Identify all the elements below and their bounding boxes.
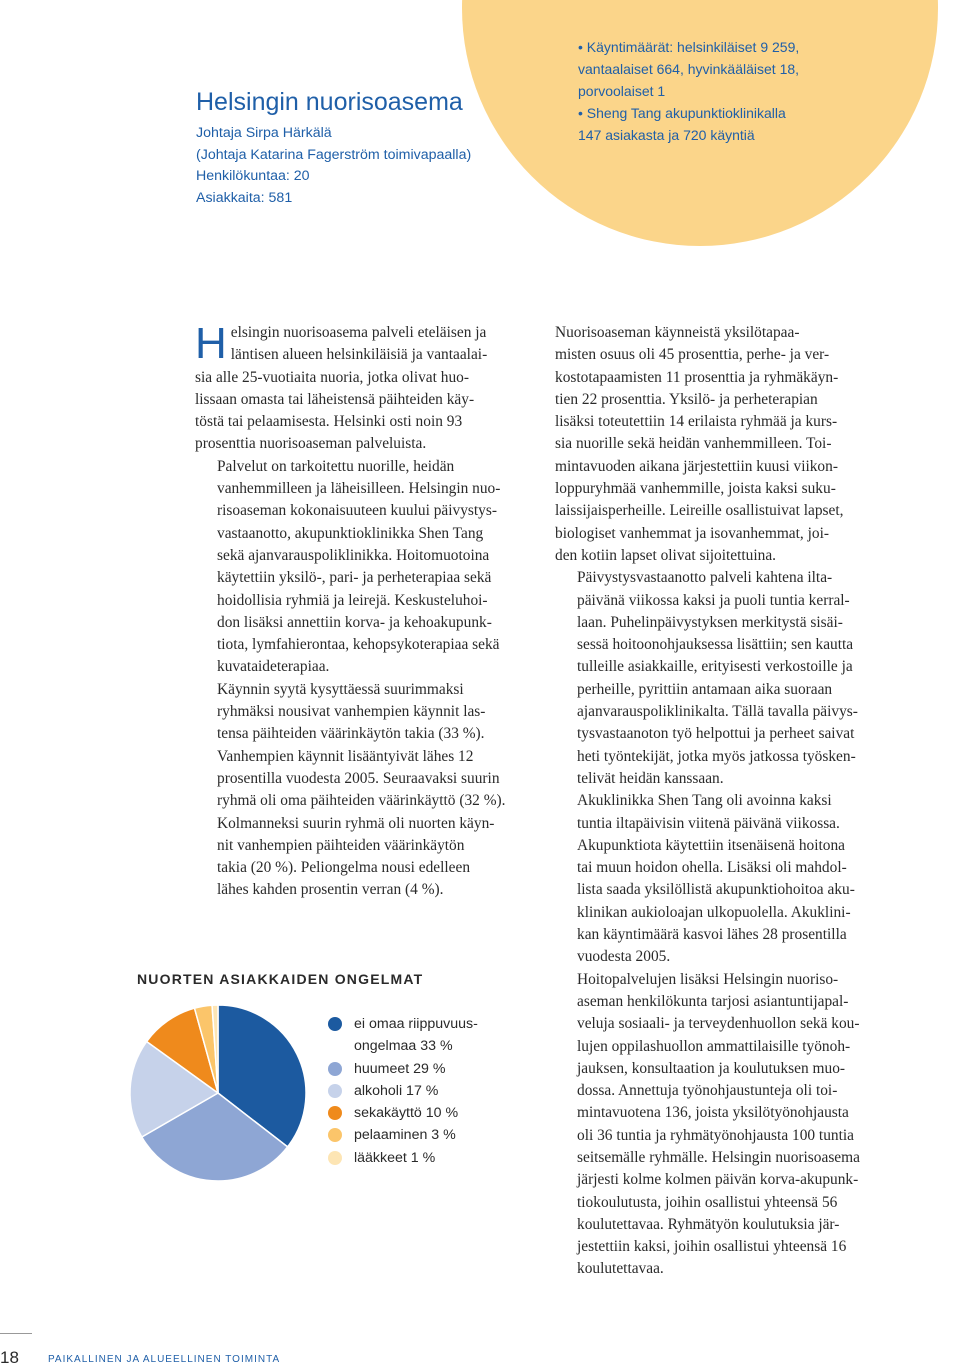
text-line: sia alle 25-vuotiaita nuoria, jotka olivat huo- xyxy=(195,368,469,386)
text-line: nit vanhempien päihteiden väärinkäytön xyxy=(217,836,465,854)
text-line: tuntia iltapäivisin viitenä päivänä viikossa. xyxy=(577,814,840,832)
legend-swatch xyxy=(328,1106,342,1120)
page-number: 18 xyxy=(0,1348,19,1367)
text-line: tai muun hoidon ohella. Lisäksi oli mahdol- xyxy=(577,859,847,877)
text-line: Päivystysvastaanotto palveli kahtena ilta- xyxy=(577,569,833,587)
text-line: Akupunktiota käytettiin itsenäisenä hoitona xyxy=(577,836,845,854)
highlight-line: 147 asiakasta ja 720 käyntiä xyxy=(578,127,755,143)
legend-label: alkoholi 17 % xyxy=(354,1082,439,1099)
text-line: töstä tai pelaamisesta. Helsinki osti noin 93 xyxy=(195,413,463,431)
body-paragraph xyxy=(195,319,531,456)
text-line: Hoitopalvelujen lisäksi Helsingin nuoriso- xyxy=(577,970,839,988)
text-line: kostotapaamisten 11 prosenttia ja ryhmäkäyn- xyxy=(555,368,839,386)
text-line: sessä hoitoonohjauksessa lisättiin; sen kautta xyxy=(577,636,854,654)
text-line: don lisäksi annettiin korva- ja kehoakupunk- xyxy=(217,613,492,631)
chart-legend xyxy=(328,1013,478,1169)
text-line: Palvelut on tarkoitettu nuorille, heidän xyxy=(217,457,455,475)
text-line: kuvataideterapiaa. xyxy=(217,658,330,676)
text-line: lista saada yksilöllistä akupunktiohoitoa aku- xyxy=(577,881,855,899)
text-line: lähes kahden prosentin verran (4 %). xyxy=(217,881,444,899)
highlight-line: vantaalaiset 664, hyvinkääläiset 18, xyxy=(578,61,800,77)
text-line: tiota, lymfahierontaa, kehopsykoterapiaa sekä xyxy=(217,636,500,654)
legend-label: sekakäyttö 10 % xyxy=(354,1105,459,1122)
legend-label: ei omaa riippuvuus- xyxy=(354,1016,478,1032)
text-line: takia (20 %). Peliongelma nousi edelleen xyxy=(217,859,471,877)
text-line: vuodesta 2005. xyxy=(577,948,671,966)
text-line: päivänä viikossa kaksi ja puoli tuntia kerral- xyxy=(577,591,850,609)
text-line: klinikan aukioloajan ulkopuolella. Akuklini- xyxy=(577,903,851,921)
text-line: dossa. Annettuja työnohjaustunteja oli toi- xyxy=(577,1082,838,1100)
text-line: ajanvarauspoliklinikalta. Tällä tavalla päivys- xyxy=(577,703,858,721)
body-paragraph xyxy=(555,567,891,790)
text-line: prosenttia nuorisoaseman palveluista. xyxy=(195,435,427,453)
legend-label: ongelmaa 33 % xyxy=(354,1038,453,1055)
text-line: vanhemmilleen ja läheisilleen. Helsingin nuo- xyxy=(217,480,501,498)
text-line: ryhmä oli oma päihteiden väärinkäyttö (32 %). xyxy=(217,792,506,810)
text-line: telivät heidän kanssaan. xyxy=(577,769,724,787)
legend-swatch xyxy=(328,1062,342,1076)
text-line: heti työntekijät, jotka myös jatkossa työsken- xyxy=(577,747,856,765)
legend-item-no-addiction xyxy=(328,1013,478,1058)
legend-swatch xyxy=(328,1128,342,1142)
drop-cap: H xyxy=(195,319,227,368)
acting-director-line: (Johtaja Katarina Fagerström toimivapaalla) xyxy=(196,146,472,163)
body-paragraph xyxy=(555,790,891,968)
text-line: perheille, pyrittiin antamaan aika suoraan xyxy=(577,680,833,698)
text-line: mintavuotena 136, joista yksilötyönohjausta xyxy=(577,1104,849,1122)
body-column-left xyxy=(195,319,531,902)
text-line: jauksen, konsultaation ja koulutuksen muo- xyxy=(577,1059,846,1077)
text-line: den kotiin lapset olivat sijoitettuina. xyxy=(555,546,776,564)
text-line: ryhmäksi nousivat vanhempien käynnit las- xyxy=(217,703,486,721)
legend-item-mixed-use xyxy=(328,1102,478,1124)
header-info xyxy=(196,88,471,209)
body-paragraph xyxy=(195,679,531,902)
text-line: koulutettavaa. xyxy=(577,1260,664,1278)
legend-item-drugs xyxy=(328,1058,478,1080)
text-line: hoidollisia ryhmiä ja leirejä. Keskusteluhoi- xyxy=(217,591,488,609)
page-title: Helsingin nuorisoasema xyxy=(196,88,463,116)
highlight-acupuncture xyxy=(578,102,878,146)
text-line: tysvastaanoton työ helpottui ja perheet saivat xyxy=(577,725,855,743)
text-line: Kolmanneksi suurin ryhmä oli nuorten käyn- xyxy=(217,814,495,832)
footer-divider xyxy=(0,1333,32,1334)
text-line: sia nuorille sekä heidän vanhemmilleen. Toi- xyxy=(555,435,832,453)
chart-title: NUORTEN ASIAKKAIDEN ONGELMAT xyxy=(137,971,424,987)
body-paragraph xyxy=(195,456,531,679)
text-line: lisäksi toteutettiin 14 erilaista ryhmää ja kurs- xyxy=(555,413,838,431)
text-line: loppuryhmää vanhemmille, joista kaksi suku- xyxy=(555,480,836,498)
text-line: käytettiin yksilö-, pari- ja perheterapiaa sekä xyxy=(217,569,492,587)
highlights-box xyxy=(578,36,878,146)
staff-count-line: Henkilökuntaa: 20 xyxy=(196,168,310,184)
highlight-line: porvoolaiset 1 xyxy=(578,83,666,99)
text-line: laan. Puhelinpäivystyksen merkitystä sisäi- xyxy=(577,613,843,631)
text-line: Nuorisoaseman käynneistä yksilötapaa- xyxy=(555,324,800,341)
legend-swatch xyxy=(328,1084,342,1098)
highlight-line: • Käyntimäärät: helsinkiläiset 9 259, xyxy=(578,39,800,55)
legend-swatch xyxy=(328,1017,342,1031)
text-line: koulutettavaa. Ryhmätyön koulutuksia jär- xyxy=(577,1215,840,1233)
text-line: risoaseman kokonaisuuteen kuului päivystys- xyxy=(217,502,497,520)
director-line: Johtaja Sirpa Härkälä xyxy=(196,125,332,141)
legend-label: pelaaminen 3 % xyxy=(354,1127,456,1144)
text-line: lujen oppilashuollon ammattilaisille työnoh- xyxy=(577,1037,851,1055)
text-line: prosentilla vuodesta 2005. Seuraavaksi suurin xyxy=(217,769,500,787)
text-line: Käynnin syytä kysyttäessä suurimmaksi xyxy=(217,680,464,698)
text-line: laissijaisperheille. Leireille osallistuivat lapset, xyxy=(555,502,844,520)
client-count-line: Asiakkaita: 581 xyxy=(196,189,293,206)
body-column-right xyxy=(555,322,891,1281)
text-line: aseman henkilökunta tarjosi asiantuntijapal- xyxy=(577,992,849,1010)
text-line: misten osuus oli 45 prosenttia, perhe- ja ver- xyxy=(555,346,830,364)
header-details xyxy=(196,123,471,209)
legend-item-gambling xyxy=(328,1124,478,1146)
highlight-visits xyxy=(578,36,878,102)
text-line: tiokoulutusta, joihin osallistui yhteensä 56 xyxy=(577,1193,838,1211)
text-line: läntisen alueen helsinkiläisiä ja vantaalai- xyxy=(230,346,488,364)
text-line: seitsemälle ryhmälle. Helsingin nuorisoasema xyxy=(577,1148,860,1166)
text-line: elsingin nuorisoasema palveli eteläisen ja xyxy=(230,324,487,341)
text-line: mintavuoden aikana järjestettiin kuusi viikon- xyxy=(555,457,838,475)
text-line: vastaanotto, akupunktioklinikka Shen Tang xyxy=(217,524,484,542)
text-line: jestettiin kaksi, joihin osallistui yhteensä 16 xyxy=(577,1238,847,1256)
text-line: tien 22 prosenttia. Yksilö- ja perheterapian xyxy=(555,390,818,408)
text-line: tensa päihteiden väärinkäytön takia (33 %). xyxy=(217,725,485,743)
problems-pie-chart xyxy=(128,1003,308,1183)
text-line: Akuklinikka Shen Tang oli avoinna kaksi xyxy=(577,792,832,810)
legend-label: huumeet 29 % xyxy=(354,1060,446,1077)
text-line: veluja sosiaali- ja terveydenhuollon sekä kou- xyxy=(577,1015,860,1033)
text-line: tulleille asiakkaille, erityisesti verkostoille ja xyxy=(577,658,853,676)
text-line: Vanhempien käynnit lisääntyivät lähes 12 xyxy=(217,747,474,765)
text-line: biologiset vanhemmat ja isovanhemmat, joi- xyxy=(555,524,829,542)
legend-item-medicines xyxy=(328,1147,478,1169)
text-line: kan käyntimäärä kasvoi lähes 28 prosentilla xyxy=(577,926,847,944)
text-line: sekä ajanvarauspoliklinikka. Hoitomuotoina xyxy=(217,546,490,564)
body-paragraph xyxy=(555,322,891,567)
footer-section-title: PAIKALLINEN JA ALUEELLINEN TOIMINTA xyxy=(48,1354,281,1365)
legend-swatch xyxy=(328,1151,342,1165)
body-paragraph xyxy=(555,969,891,1281)
legend-item-alcohol xyxy=(328,1080,478,1102)
highlight-line: • Sheng Tang akupunktioklinikalla xyxy=(578,105,786,121)
text-line: oli 36 tuntia ja ryhmätyönohjausta 100 tuntia xyxy=(577,1126,854,1144)
text-line: lissaan omasta tai läheistensä päihteiden käy- xyxy=(195,390,475,408)
text-line: järjesti kolme kolmen päivän korva-akupunk- xyxy=(577,1171,859,1189)
legend-label: lääkkeet 1 % xyxy=(354,1149,436,1166)
